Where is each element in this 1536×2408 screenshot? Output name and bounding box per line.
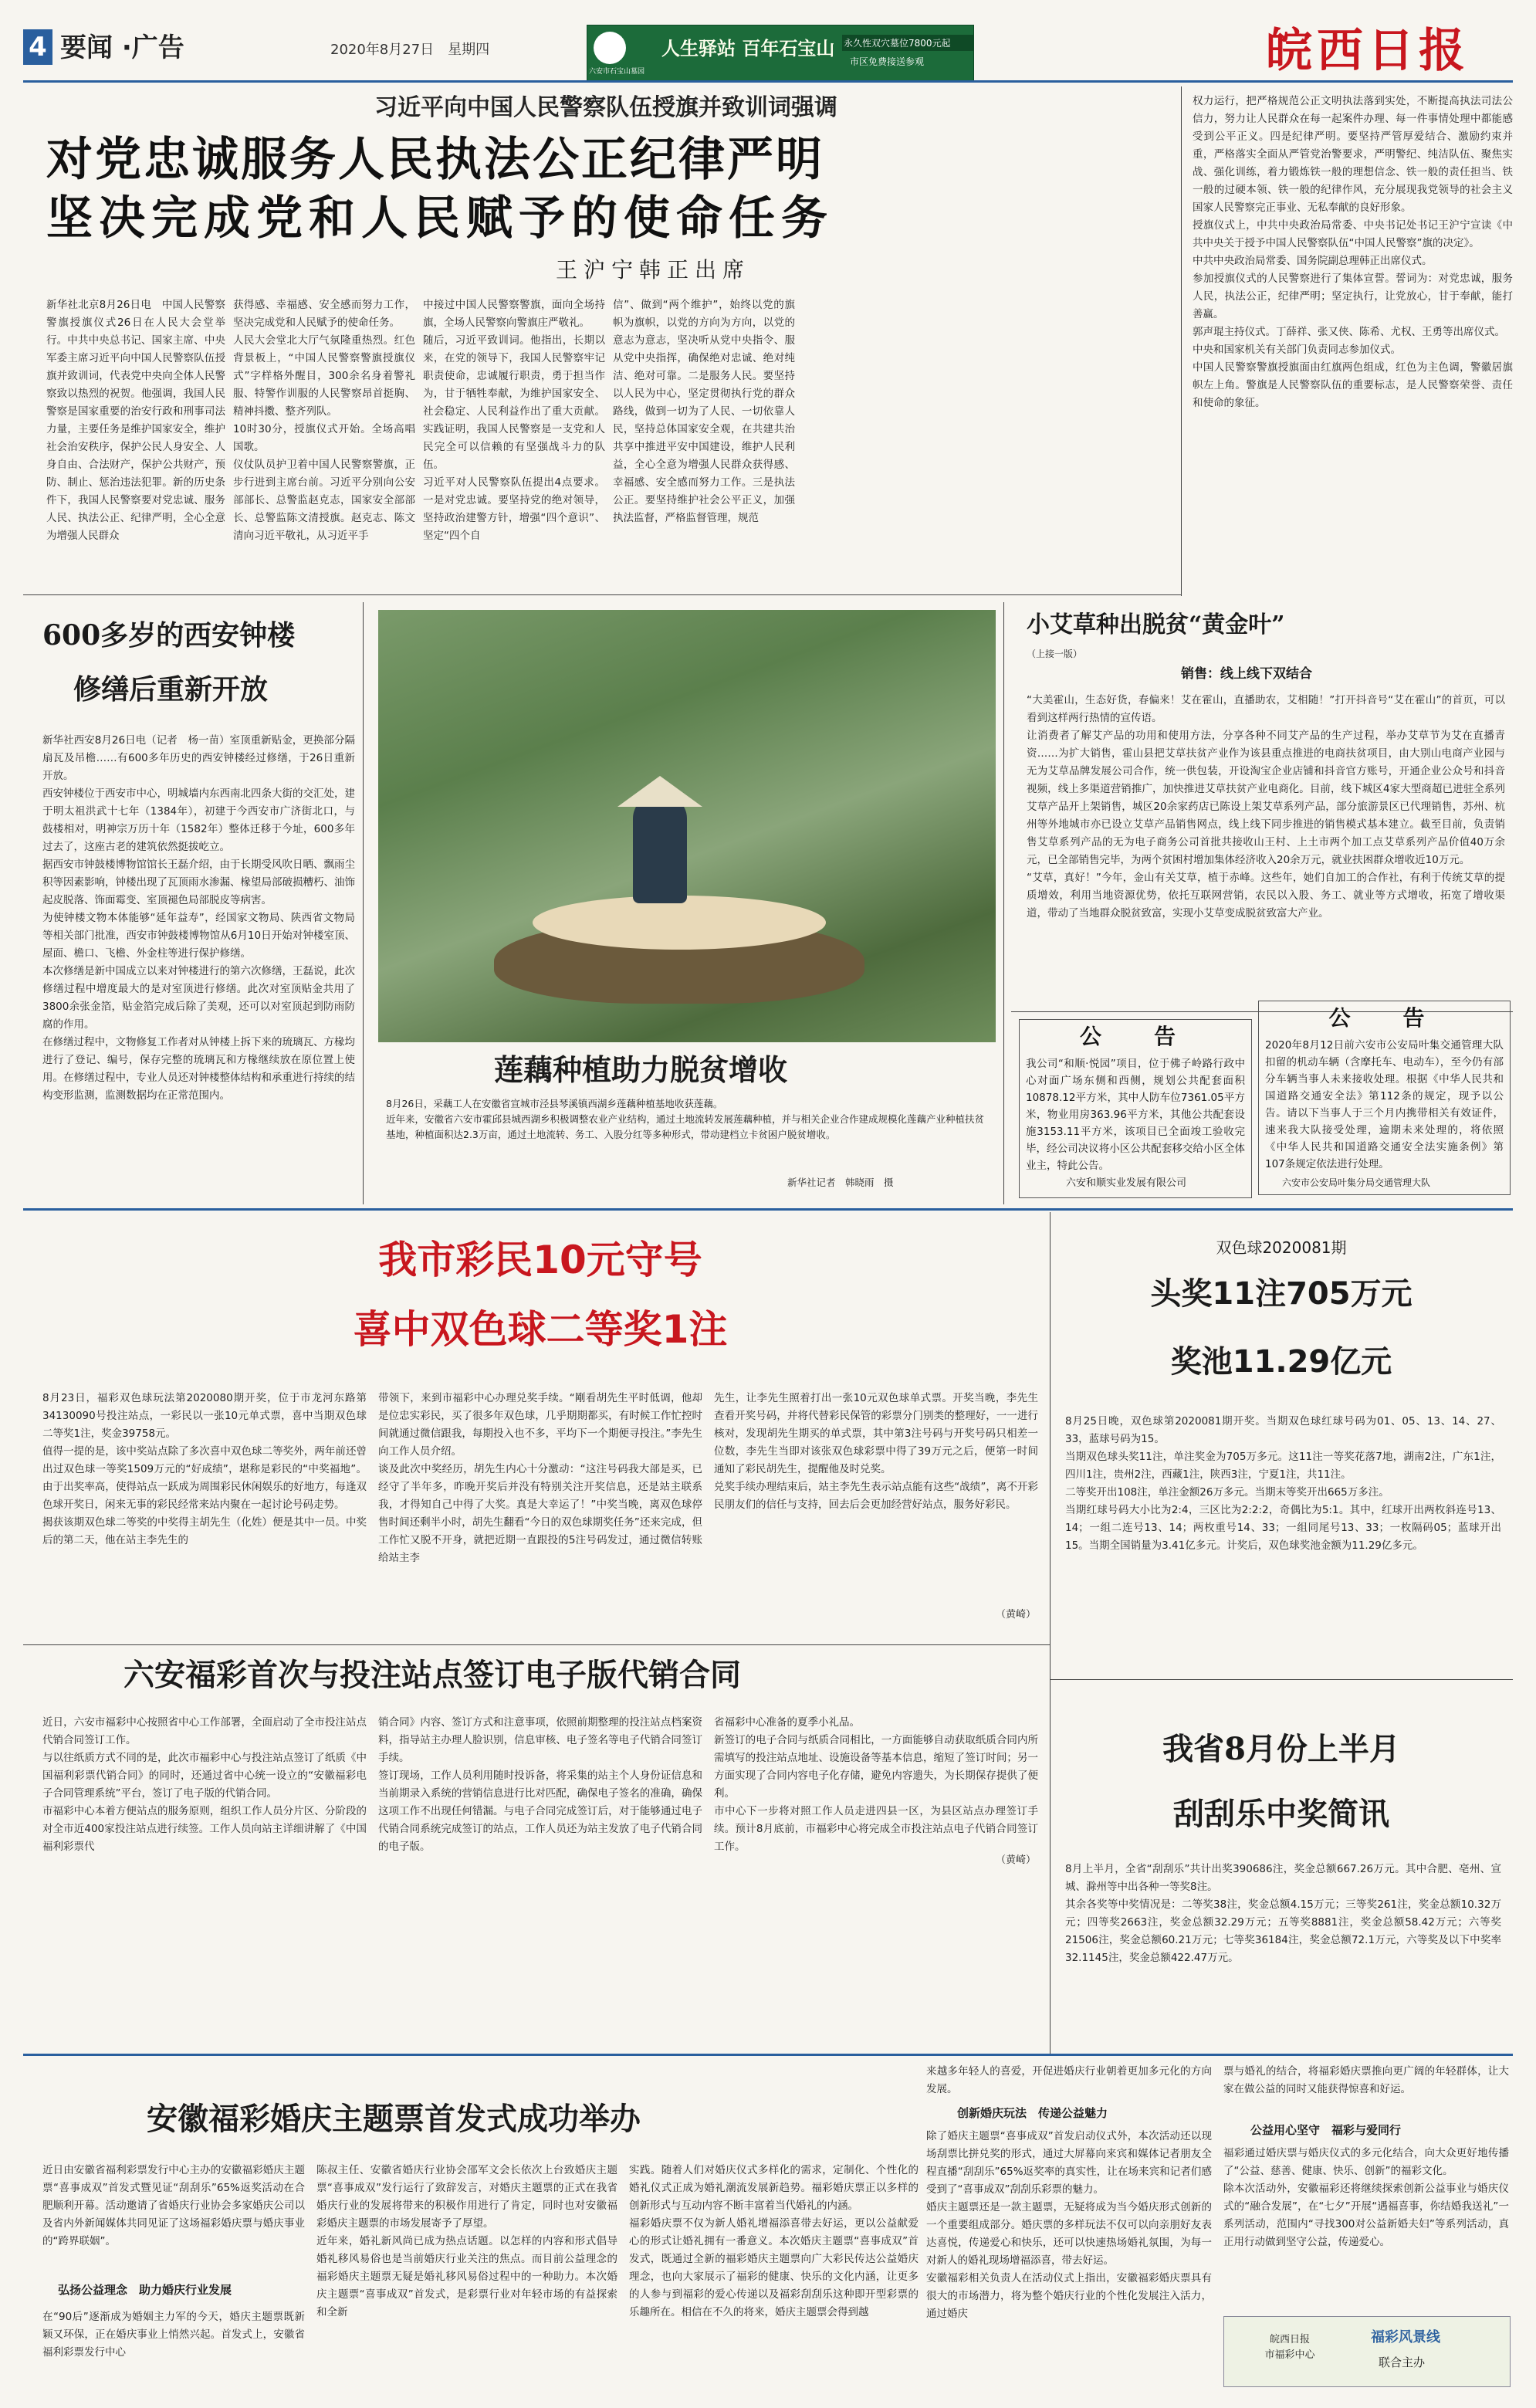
lead-column-1: 新华社北京8月26日电 中国人民警察警旗授旗仪式26日在人民大会堂举行。中共中央总书记、国家主席、中央军委主席习近平向中国人民警察队伍授旗并致训词，代表党中央向全体人民警察致以热烈的祝贺。他强调，我国人民警察是国家重要的治安行政和刑事司法力量，主要任务是维护国家安全，维护社会治安秩序，保护公民人身安全、人身自由、合法财产，保护公共财产，预防、制止、惩治违法犯罪。新的历史条件下，我国人民警察要对党忠诚、服务人民、执法公正、纪律严明，全心全意为增强人民群众 (46, 299, 225, 542)
lead-column-2: 获得感、幸福感、安全感而努力工作，坚决完成党和人民赋予的使命任务。 人民大会堂北大厅气氛隆重热烈。红色背景板上，“中国人民警察警旗授旗仪式”字样格外醒目，300余名身着警礼服、特警作训服的人民警察昂首挺胸、精神抖擞、整齐列队。 10时30分，授旗仪式开始。全场高唱国歌。 仪仗队员护卫着中国人民警察警旗，正步行进到主席台前。习近平分别向公安部部长、总警监赵克志，国家安全部部长、总警监陈文清授旗。赵克志、陈文清向习近平敬礼，从习近平手 (233, 299, 415, 542)
page-number: 4 (23, 29, 52, 65)
wedding-org-2: 福彩风景线 (1371, 2329, 1440, 2345)
mugwort-headline: 小艾草种出脱贫“黄金叶” (1027, 611, 1285, 638)
bell-tower-body: 新华社西安8月26日电（记者 杨一苗）室顶重新贴金，更换部分隔扇瓦及吊檐……有600多年历史的西安钟楼经过修缮，于26日重新开放。 西安钟楼位于西安市中心，明城墙内东西南北四条大街的交汇处，建于明太祖洪武十七年（1384年），初建于今西安市广济街北口，与鼓楼相对，明神宗万历十年（1582年）整体迁移于今址，600多年过去了，这座古老的建筑依然挺拔屹立。 据西安市钟鼓楼博物馆馆长王磊介绍，由于长期受风吹日晒、飘雨尘积等因素影响，钟楼出现了瓦顶雨水渗漏、椽望局部破损糟朽、油饰起皮脱落、饰面霉变、室顶褪色局部脱皮等病害。 为使钟楼文物本体能够“延年益寿”，经国家文物局、陕西省文物局等相关部门批准，西安市钟鼓楼博物馆从6月10日开始对钟楼室顶、屋面、檐口、飞檐、外金柱等进行保护修缮。 本次修缮是新中国成立以来对钟楼进行的第六次修缮，王磊说，此次修缮过程中增度最大的是对室顶进行修缮。此次对室顶贴金共用了3800余张金箔，贴金箔完成后除了美观，还可以对室顶起到防雨防腐的作用。 在修缮过程中，文物修复工作者对从钟楼上拆下来的琉璃瓦、方椽均进行了登记、编号，保存完整的琉璃瓦和方椽继续放在原位置上使用。在修缮过程中，专业人员还对钟楼整体结构和承重进行持续的结构变形监测，监测数据均在正常范围内。 (42, 734, 355, 1102)
lead-column-4: 信”、做到“两个维护”，始终以党的旗帜为旗帜，以党的方向为方向，以党的意志为意志，坚决听从党中央指令、服从党中央指挥，确保绝对忠诚、绝对纯洁、绝对可靠。二是服务人民。要坚持以人民为中心，坚定贯彻执行党的群众路线，做到一切为了人民、一切依靠人民，坚持总体国家安全观，在共建共治共享中推进平安中国建设，维护人民利益，全心全意为增强人民群众获得感、幸福感、安全感而努力工作。三是执法公正。要坚持维护社会公平正义，加强执法监督，严格监督管理，规范 (613, 299, 795, 524)
notice-1-signature: 六安和顺实业发展有限公司 (1066, 1177, 1187, 1189)
wedding-column-3: 实践。随着人们对婚庆仪式多样化的需求，定制化、个性化的婚礼仪式正成为婚礼潮流发展新趋势。福彩婚庆票正以多样的创新形式与互动内容不断丰富着当代婚礼的内涵。 福彩婚庆票不仅为新人婚礼增福添喜带去好运，更以公益献爱心的形式让婚礼拥有一番意义。本次婚庆主题票“喜事成双”首发式，既通过全新的福彩婚庆主题票向广大彩民传达公益婚庆理念，也向大家展示了福彩的健康、快乐的文化内涵，让更多的人参与到福彩的爱心传递以及福彩刮刮乐这种即开型彩票的乐趣所在。相信在不久的将来，婚庆主题票会得到越 (629, 2164, 919, 2318)
scratch-top-divider (1050, 1679, 1513, 1680)
lead-kicker: 习近平向中国人民警察队伍授旗并致训词强调 (374, 94, 837, 121)
wedding-footer-orgs (1223, 2316, 1511, 2387)
lottery-column-divider (1050, 1212, 1051, 2054)
wedding-column-1b: 在“90后”逐渐成为婚姻主力军的今天，婚庆主题票既新颖又环保，正在婚庆事业上悄然兴起。首发式上，安徽省福利彩票发行中心 (42, 2311, 305, 2359)
wedding-headline: 安徽福彩婚庆主题票首发式成功举办 (147, 2101, 641, 2137)
contract-top-divider (23, 1644, 1050, 1645)
notice-1 (1019, 1019, 1252, 1198)
wedding-column-2: 陈叔主任、安徽省婚庆行业协会邵军文会长依次上台致婚庆主题票“喜事成双”发行运行了致辞发言，对婚庆主题票的正式在我省婚庆行业的发展将带来的积极作用进行了肯定，同时也对安徽福彩婚庆主题票的市场发展寄予了厚望。 近年来，婚礼新风尚已成为热点话题。以怎样的内容和形式倡导婚礼移风易俗也是当前婚庆行业关注的焦点。而目前公益理念的福彩婚庆主题票无疑是婚礼移风易俗过程中的一种助力。本次婚庆主题票“喜事成双”首发式，是彩票行业对年轻市场的有益探索和全新 (316, 2164, 617, 2318)
lotus-harvest-photo (378, 610, 996, 1042)
lotus-headline: 莲藕种植助力脱贫增收 (494, 1052, 788, 1087)
wedding-org-3: 联合主办 (1379, 2356, 1426, 2369)
notice-2-body: 2020年8月12日前六安市公安局叶集交通管理大队扣留的机动车辆（含摩托车、电动车），至今仍有部分车辆当事人未来接收处理。根据《中华人民共和国道路交通安全法》第112条的规定，现予以公告。请以下当事人于三个月内携带相关有效证件，速来我大队接受处理，逾期未来处理的，将依照《中华人民共和国道路交通安全法实施条例》第107条规定依法进行处理。 (1265, 1039, 1504, 1170)
lotus-root-pile (533, 896, 826, 950)
contract-credit: （黄崎） (996, 1854, 1037, 1866)
cemetery-logo-icon (594, 32, 626, 64)
issue-date: 2020年8月27日 星期四 (330, 42, 490, 58)
wedding-subhead-1: 弘扬公益理念 助力婚庆行业发展 (58, 2283, 232, 2297)
wedding-top-divider (23, 2054, 1513, 2056)
wedding-org-1: 皖西日报 市福彩中心 (1264, 2334, 1315, 2361)
lead-headline-2: 坚决完成党和人民赋予的使命任务 (46, 191, 834, 246)
notice-2 (1258, 1001, 1511, 1195)
bell-tower-headline-1: 600多岁的西安钟楼 (42, 619, 296, 652)
notice-1-title: 公 告 (1079, 1024, 1191, 1049)
ad-logo-text: 六安市石宝山墓园 (589, 68, 645, 76)
worker-figure (633, 795, 687, 903)
scratch-headline-1: 我省8月份上半月 (1162, 1731, 1400, 1767)
wedding-intro: 近日由安徽省福利彩票发行中心主办的安徽福彩婚庆主题票“喜事成双”首发式暨见证“刮刮乐”65%返奖活动在合肥顺利开幕。活动邀请了省婚庆行业协会多家婚庆公司以及省内外新闻媒体共同见证了这场福彩婚庆票与婚庆事业的“跨界联姻”。 (42, 2164, 305, 2247)
masthead-divider (23, 80, 1513, 83)
contract-column-3: 省福彩中心准备的夏季小礼品。 新签订的电子合同与纸质合同相比，一方面能够自动获取纸质合同内所需填写的投注站点地址、设施设备等基本信息，缩短了签订时间；另一方面实现了合同内容电子化存储，避免内容遗失，为长期保存提供了便利。 市中心下一步将对照工作人员走进四县一区，为县区站点办理签订手续。预计8月底前，市福彩中心将完成全市投注站点电子代销合同签订工作。 (714, 1716, 1038, 1853)
newspaper-name: 皖西日报 (1266, 24, 1470, 78)
lead-bottom-divider (23, 594, 1181, 595)
ad-slogan: 人生驿站 百年石宝山 (661, 37, 835, 59)
lotus-credit: 新华社记者 韩晓雨 摄 (787, 1177, 894, 1188)
lottery-2-body: 8月25日晚，双色球第2020081期开奖。当期双色球红球号码为01、05、13、14、27、33，蓝球号码为15。 当期双色球头奖11注，单注奖金为705万多元。这11注一等奖花落7地，湖南2注，广东1注，四川1注，贵州2注，西藏1注，陕西3注，宁夏1注，共11注。 二等奖开出108注，单注金额26万多元。当期末等奖开出665万多注。 当期红球号码大小比为2:4，三区比为2:2:2，奇偶比为5:1。其中，红球开出两枚斜连号13、14；一组二连号13、14；两枚重号14、33；一组同尾号13、33；一枚隔码05；蓝球开出15。当期全国销量为3.41亿多元。计奖后，双色球奖池金额为11.29亿多元。 (1065, 1415, 1501, 1552)
wedding-column-4b: 除了婚庆主题票“喜事成双”首发启动仪式外，本次活动还以现场刮票比拼兑奖的形式，通过大屏幕向来宾和媒体记者朋友全程直播“刮刮乐”65%返奖率的真实性，让在场来宾和记者们感受到了“喜事成双”刮刮乐彩票的魅力。 婚庆主题票还是一款主题票，无疑将成为当今婚庆形式创新的一个重要组成部分。婚庆票的多样玩法不仅可以向亲朋好友表达喜悦，传递爱心和快乐，还可以快速热场婚礼氛围，为每一对新人的婚礼现场增福添喜，带去好运。 安徽福彩相关负责人在活动仪式上指出，安徽福彩婚庆票具有很大的市场潜力，将为整个婚庆行业的个性化发展注入活力，通过婚庆 (926, 2130, 1212, 2320)
lottery-2-kicker: 双色球2020081期 (1216, 1238, 1347, 1257)
lead-subhead: 王沪宁韩正出席 (556, 257, 751, 283)
wedding-column-5: 票与婚礼的结合，将福彩婚庆票推向更广阔的年轻群体，让大家在做公益的同时又能获得惊喜和好运。 (1223, 2065, 1509, 2095)
top-banner-ad[interactable] (587, 25, 974, 82)
contract-column-1: 近日，六安市福彩中心按照省中心工作部署，全面启动了全市投注站点代销合同签订工作。 与以往纸质方式不同的是，此次市福彩中心与投注站点签订了纸质《中国福利彩票代销合同》的同时，还通过省中心统一设立的“安徽福彩电子合同管理系统”平台，签订了电子版的代销合同。 市福彩中心本着方便站点的服务原则，组织工作人员分片区、分阶段的对全市近400家投注站点进行续签。工作人员向站主详细讲解了《中国福利彩票代 (42, 1716, 367, 1853)
lead-right-divider (1181, 86, 1182, 596)
scratch-headline-2: 刮刮乐中奖简讯 (1173, 1796, 1389, 1832)
mugwort-continued: （上接一版） (1027, 649, 1083, 659)
straw-hat-shape (617, 776, 702, 807)
ad-shuttle: 市区免费接送参观 (850, 56, 925, 67)
wedding-subhead-3: 公益用心坚守 福彩与爱同行 (1250, 2123, 1402, 2137)
lottery-2-headline-2: 奖池11.29亿元 (1170, 1344, 1392, 1380)
wedding-subhead-2: 创新婚庆玩法 传递公益魅力 (957, 2106, 1108, 2120)
lottery-1-column-1: 8月23日，福彩双色球玩法第2020080期开奖，位于市龙河东路第34130090号投注站点，一彩民以一张10元单式票，喜中当期双色球二等奖1注，奖金39758元。 值得一提的是，该中奖站点除了多次喜中双色球二等奖外，两年前还曾出过双色球一等奖1509万元的“好成绩”，堪称是彩民的“中奖福地”。由于出奖率高，使得站点一跃成为周围彩民休闲娱乐的好地方，每逢双色球开奖日，闲来无事的彩民经常来站内聚在一起讨论号码走势。 揭获该期双色球二等奖的中奖得主胡先生（化姓）便是其中一员。中奖后的第二天，他在站主李先生的 (42, 1392, 367, 1546)
lottery-1-column-2: 带领下，来到市福彩中心办理兑奖手续。“剛看胡先生平时低调，他却是位忠实彩民，买了很多年双色球，几乎期期都买，有时候工作忙控时间就通过微信跟我，每期投入也不多，平均下一个期便寻投注。”李先生向工作人员介绍。 谈及此次中奖经历，胡先生内心十分激动：“这注号码我大部是买，已经守了半年多，昨晚开奖后并没有特别关注开奖信息，还是站主联系我，才得知自己中得了大奖。真是大幸运了！”中奖当晚，离双色球停售时间还剩半小时，胡先生翻看“今日的双色球期奖任务”还来完成，但工作忙又脱不开身，就把近期一直跟投的5注号码发过，通过微信转账给站主李 (378, 1392, 702, 1564)
wedding-column-4: 来越多年轻人的喜爱，开促进婚庆行业朝着更加多元化的方向发展。 (926, 2065, 1212, 2095)
lead-column-5: 权力运行，把严格规范公正文明执法落到实处，不断提高执法司法公信力，努力让人民群众在每一起案件办理、每一件事情处理中都能感受到公平正义。四是纪律严明。要坚持严管厚爱结合、激励约束并重，严格落实全面从严管党治警要求，严明警纪、纯洁队伍、聚焦实战、强化训练，着力锻炼铁一般的理想信念、铁一般的责任担当、铁一般的过硬本领、铁一般的纪律作风，充分展现我党领导的社会主义国家人民警察完正事业、无私奉献的良好形象。 授旗仪式上，中共中央政治局常委、中央书记处书记王沪宁宣读《中共中央关于授予中国人民警察队伍“中国人民警察”旗的决定》。 中共中央政治局常委、国务院副总理韩正出席仪式。 参加授旗仪式的人民警察进行了集体宣誓。誓词为：对党忠诚，服务人民，执法公正，纪律严明；坚定执行，让党放心，甘于奉献，能打善赢。 郭声琨主持仪式。丁薛祥、张又侠、陈希、尤权、王勇等出席仪式。 中央和国家机关有关部门负责同志参加仪式。 中国人民警察警旗授旗面由红旗两色组成，红色为主色调，警徽居旗帜左上角。警旗是人民警察队伍的重要标志，是人民警察荣誉、责任和使命的象征。 (1193, 95, 1513, 409)
contract-headline: 六安福彩首次与投注站点签订电子版代销合同 (123, 1657, 741, 1693)
bell-tower-headline-2: 修缮后重新开放 (73, 673, 269, 706)
mugwort-body: “大美霍山，生态好货，春偏来！艾在霍山，直播助农，艾相随！”打开抖音号“艾在霍山”的首页，可以看到这样两行热情的宣传语。 让消费者了解艾产品的功用和使用方法，分享各种不同艾产品的生产过程，举办艾草节为艾在直播青资……为扩大销售，霍山县把艾草扶贫产业作为该县重点推进的电商扶贫项目，由大别山电商产业园与无为艾草品牌发展公司合作，统一供包装，开设淘宝企业店铺和抖音官方账号，开通企业公众号和抖音视频，线上多渠道营销推广，加快推进艾草扶贫产业电商化。目前，线下城区4家大型商超已进驻全系列艾草产品开上架销售，城区20余家药店已陈设上架艾草系列产品，部分旅游景区已代理销售，苏州、杭州等外地城市亦已设立艾草产品销售网点，线上线下同步推进的销售模式基本建立。截至目前，负责销售艾草系列产品的无为电子商务公司首批共接收山王村、上土市两个加工点艾草系列产品价值40万余元，已全部销售完毕，为两个贫困村增加集体经济收入20余万元，就业扶困群众增收近10万元。 “艾草，真好！”今年，金山有关艾草，植于赤峰。这些年，她们自加工的合作社，有利于传统艾草的提质增效，利用当地资源优势，依托互联网营销，农民以入股、务工、就业等方式增收，拓宽了增收渠道，带动了当地群众脱贫致富，实现小艾草变成脱贫致富大产业。 (1027, 694, 1505, 920)
lottery-1-column-3: 先生，让李先生照着打出一张10元双色球单式票。开奖当晚，李先生查看开奖号码，并将代替彩民保管的彩票分门别类的整理好，一一进行核对，发现胡先生期买的单式票，其中第3注号码与开奖号码只相差一位数，李先生当即对该张双色球彩票中得了39万元之后，便第一时间通知了彩民胡先生，提醒他及时兑奖。 兑奖手续办理结束后，站主李先生表示站点能有这些“战绩”，离不开彩民朋友们的信任与支持，回去后会更加经营好站点，服务好彩民。 (714, 1392, 1038, 1511)
section-title: 要闻 ·广告 (60, 32, 184, 63)
lottery-1-credit: （黄崎） (996, 1609, 1037, 1621)
ad-price: 永久性双穴墓位7800元起 (842, 35, 973, 51)
notice-1-body: 我公司“和顺·悦园”项目，位于佛子岭路行政中心对面广场东侧和西侧，规划公共配套面积10878.12平方米，其中人防车位7361.05平方米，物业用房363.96平方米，其他公共配套设施3153.11平方米，该项目已全面竣工验收完毕，经公司决议将小区公共配套移交给小区全体业主，特此公告。 (1026, 1058, 1245, 1171)
notice-2-title: 公 告 (1328, 1005, 1440, 1031)
lottery-2-headline-1: 头奖11注705万元 (1150, 1276, 1413, 1312)
lead-column-3: 中接过中国人民警察警旗，面向全场持旗，全场人民警察向警旗庄严敬礼。 随后，习近平致训词。他指出，长期以来，在党的领导下，我国人民警察牢记职责使命，忠诚履行职责，勇于担当作为，甘于牺牲奉献，为维护国家安全、社会稳定、人民利益作出了重大贡献。实践证明，我国人民警察是一支党和人民完全可以信赖的有坚强战斗力的队伍。 习近平对人民警察队伍提出4点要求。一是对党忠诚。要坚持党的绝对领导，坚持政治建警方针，增强“四个意识”、坚定“四个自 (423, 299, 605, 542)
lotus-divider (1003, 602, 1004, 1204)
bell-tower-divider (363, 602, 364, 1204)
lottery-1-headline-2: 喜中双色球二等奖1注 (353, 1307, 728, 1352)
lottery-section-divider (23, 1208, 1513, 1211)
scratch-body: 8月上半月，全省“刮刮乐”共计出奖390686注，奖金总额667.26万元。其中合肥、亳州、宣城、滁州等中出各种一等奖8注。 其余各奖等中奖情况是：二等奖38注，奖金总额4.15万元；三等奖261注，奖金总额10.32万元；四等奖2663注，奖金总额32.29万元；五等奖8881注，奖金总额58.42万元；六等奖21506注，奖金总额60.21万元；七等奖36184注，奖金总额72.1万元，六等奖及以下中奖率32.1145注，奖金总额422.47万元。 (1065, 1863, 1501, 1964)
lotus-caption: 8月26日，采藕工人在安徽省宣城市泾县琴溪镇西湖乡莲藕种植基地收获莲藕。 近年来，安徽省六安市霍邱县城西湖乡积极调整农业产业结构，通过土地流转发展莲藕种植，并与相关企业合作建成规模化莲藕产业种植扶贫基地，种植面积达2.3万亩，通过土地流转、务工、入股分红等多种形式，带动建档立卡贫困户脱贫增收。 (386, 1098, 985, 1140)
notice-2-signature: 六安市公安局叶集分局交通管理大队 (1282, 1177, 1431, 1188)
wedding-column-5b: 福彩通过婚庆票与婚庆仪式的多元化结合，向大众更好地传播了“公益、慈善、健康、快乐、创新”的福彩文化。 除本次活动外，安徽福彩还将继续探索创新公益事业与婚庆仪式的“融合发展”，在“七夕”开展“遇福喜事，你结婚我送礼”一系列活动，范围内“寻找300对公益新婚夫妇”等系列活动，真正用行动做到坚守公益，传递爱心。 (1223, 2147, 1509, 2248)
lottery-1-headline-1: 我市彩民10元守号 (378, 1238, 702, 1282)
lead-headline-1: 对党忠诚服务人民执法公正纪律严明 (46, 133, 824, 187)
mugwort-subhead: 销售：线上线下双结合 (1181, 666, 1312, 682)
contract-column-2: 销合同》内容、签订方式和注意事项，依照前期整理的投注站点档案资料，指导站主办理人脸识别，信息审核、电子签名等电子代销合同签订手续。 签订现场，工作人员利用随时投诉备，将采集的站主个人身份证信息和当前期录入系统的营销信息进行比对匹配，确保电子签名的准确，确保这项工作不出现任何错漏。与电子合同完成签订后，对于能够通过电子代销合同系统完成签订的站点，工作人员还为站主发放了电子代销合同的电子版。 (378, 1716, 702, 1853)
